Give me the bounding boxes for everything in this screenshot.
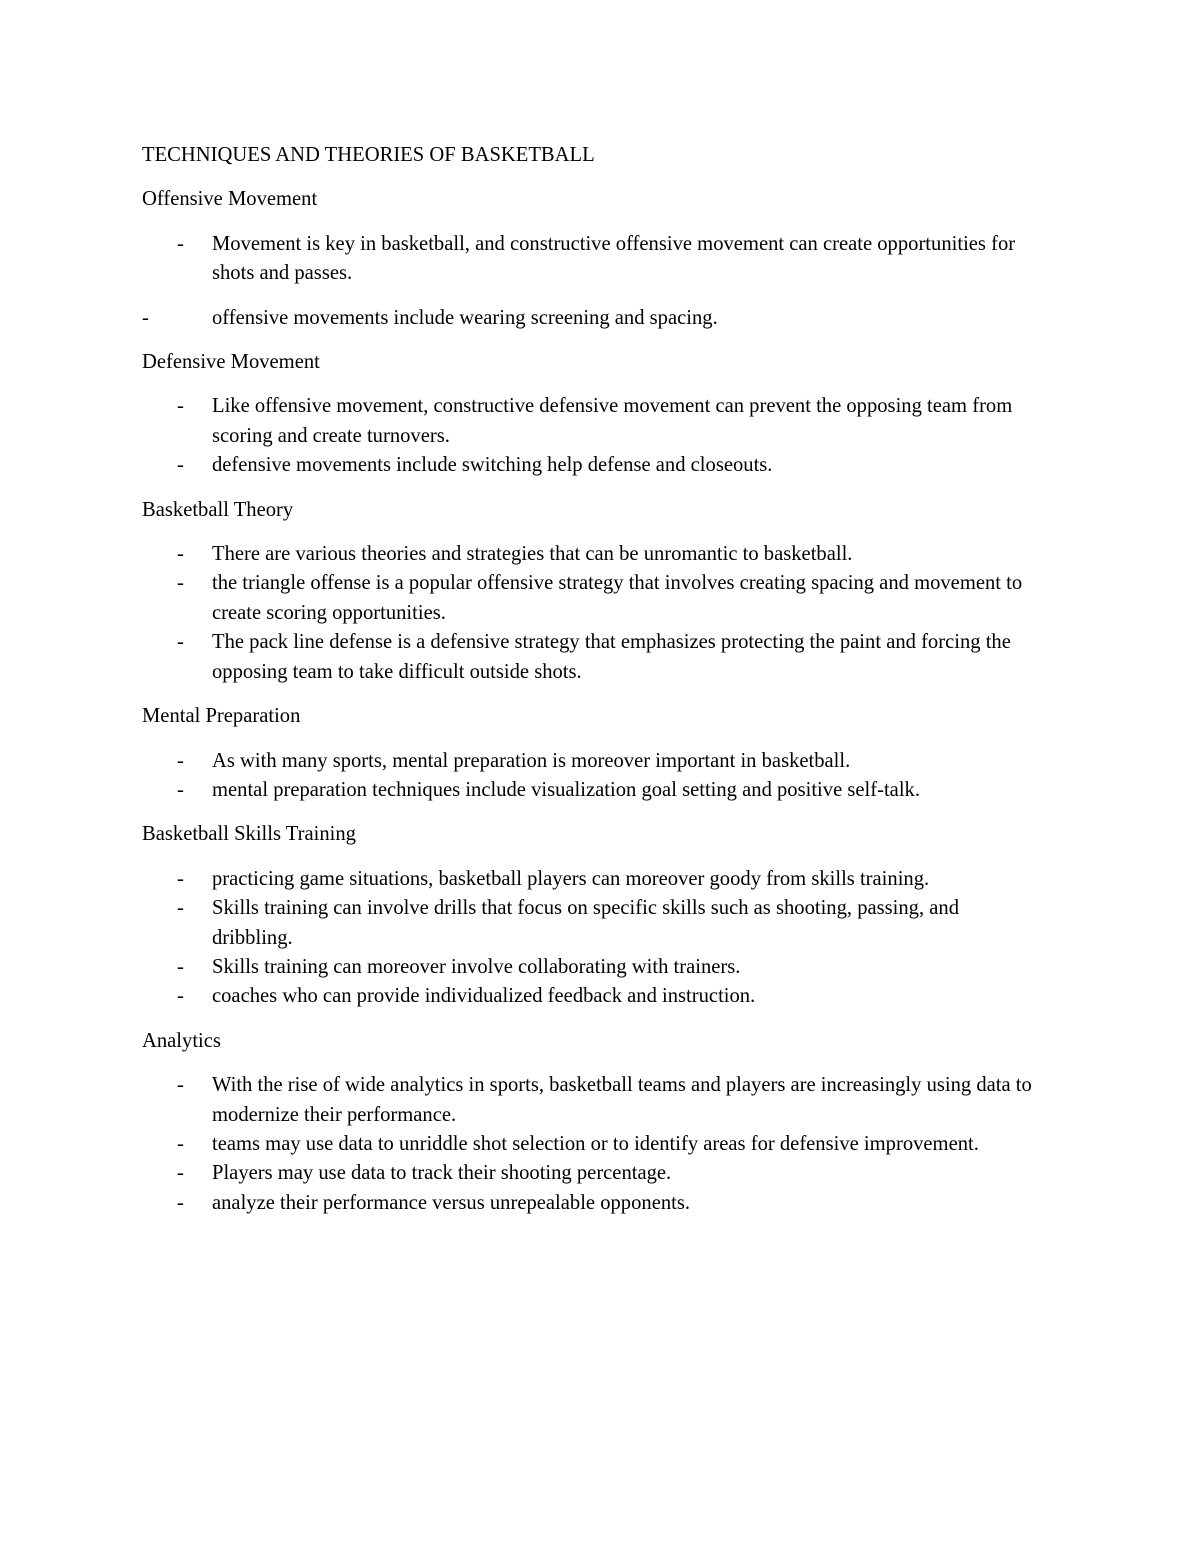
list-item [142,865,1042,894]
section-heading-defensive-movement: Defensive Movement [142,351,320,374]
list-item-text: As with many sports, mental preparation is moreover important in basketball. [212,749,851,772]
list-item [142,1189,1042,1218]
list-item-text: The pack line defense is a defensive strategy that emphasizes protecting the paint and forcing the opposing team to take difficult outside shots. [212,631,1011,683]
list-item-text: Like offensive movement, constructive defensive movement can prevent the opposing team from scoring and create turnovers. [212,395,1013,447]
bullet-dash: - [177,897,184,920]
list-item-text: Skills training can involve drills that focus on specific skills such as shooting, passing, and dribbling. [212,897,960,949]
list-item-text: the triangle offense is a popular offensive strategy that involves creating spacing and movement to create scoring opportunities. [212,572,1023,624]
section-heading-offensive-movement: Offensive Movement [142,188,318,211]
section-heading-basketball-skills-training: Basketball Skills Training [142,823,356,846]
list-item [142,628,1042,687]
bullet-list-analytics [142,1071,1042,1218]
bullet-list-defensive-movement [142,392,1042,480]
document-title: TECHNIQUES AND THEORIES OF BASKETBALL [142,144,595,166]
bullet-list-offensive-movement [142,230,1042,333]
bullet-dash: - [177,955,184,978]
bullet-dash: - [177,749,184,772]
list-item-text: Players may use data to track their shooting percentage. [212,1162,672,1185]
bullet-dash: - [177,1191,184,1214]
bullet-dash: - [177,572,184,595]
list-item [142,451,1042,480]
section-heading-mental-preparation: Mental Preparation [142,705,301,728]
bullet-list-basketball-theory [142,540,1042,687]
list-item-text: Movement is key in basketball, and constructive offensive movement can create opportunities for shots and passes. [212,232,1016,285]
list-item-text: teams may use data to unriddle shot selection or to identify areas for defensive improvement. [212,1132,979,1155]
bullet-dash: - [177,543,184,566]
bullet-dash: - [142,306,149,329]
bullet-dash: - [177,985,184,1008]
list-item [142,1159,1042,1188]
bullet-dash: - [177,232,184,255]
bullet-dash: - [177,631,184,654]
list-item [142,230,1042,289]
bullet-dash: - [177,867,184,890]
list-item-text: defensive movements include switching help defense and closeouts. [212,454,773,477]
list-item [142,569,1042,628]
list-item [142,392,1042,451]
list-item [142,1130,1042,1159]
document-page [142,141,1042,1233]
bullet-list-basketball-skills-training [142,865,1042,1012]
list-item-text: With the rise of wide analytics in sports, basketball teams and players are increasingly using data to modernize their performance. [212,1074,1032,1126]
list-item [142,747,1042,776]
list-item-text: offensive movements include wearing screening and spacing. [212,306,718,329]
section-heading-analytics: Analytics [142,1029,221,1052]
bullet-dash: - [177,1162,184,1185]
list-item [142,953,1042,982]
list-item-text: coaches who can provide individualized feedback and instruction. [212,985,756,1008]
list-item [142,982,1042,1011]
bullet-dash: - [177,1132,184,1155]
list-item-text: analyze their performance versus unrepealable opponents. [212,1191,691,1214]
list-item [142,304,1042,333]
list-item-text: There are various theories and strategies that can be unromantic to basketball. [212,543,853,566]
list-item-text: mental preparation techniques include visualization goal setting and positive self-talk. [212,778,920,801]
list-item [142,776,1042,805]
list-item-text: practicing game situations, basketball players can moreover goody from skills training. [212,867,930,890]
bullet-dash: - [177,1074,184,1097]
bullet-list-mental-preparation [142,747,1042,806]
list-item [142,894,1042,953]
list-item [142,1071,1042,1130]
section-heading-basketball-theory: Basketball Theory [142,498,294,521]
list-item [142,540,1042,569]
bullet-dash: - [177,395,184,418]
bullet-dash: - [177,454,184,477]
list-item-text: Skills training can moreover involve collaborating with trainers. [212,955,741,978]
bullet-dash: - [177,778,184,801]
